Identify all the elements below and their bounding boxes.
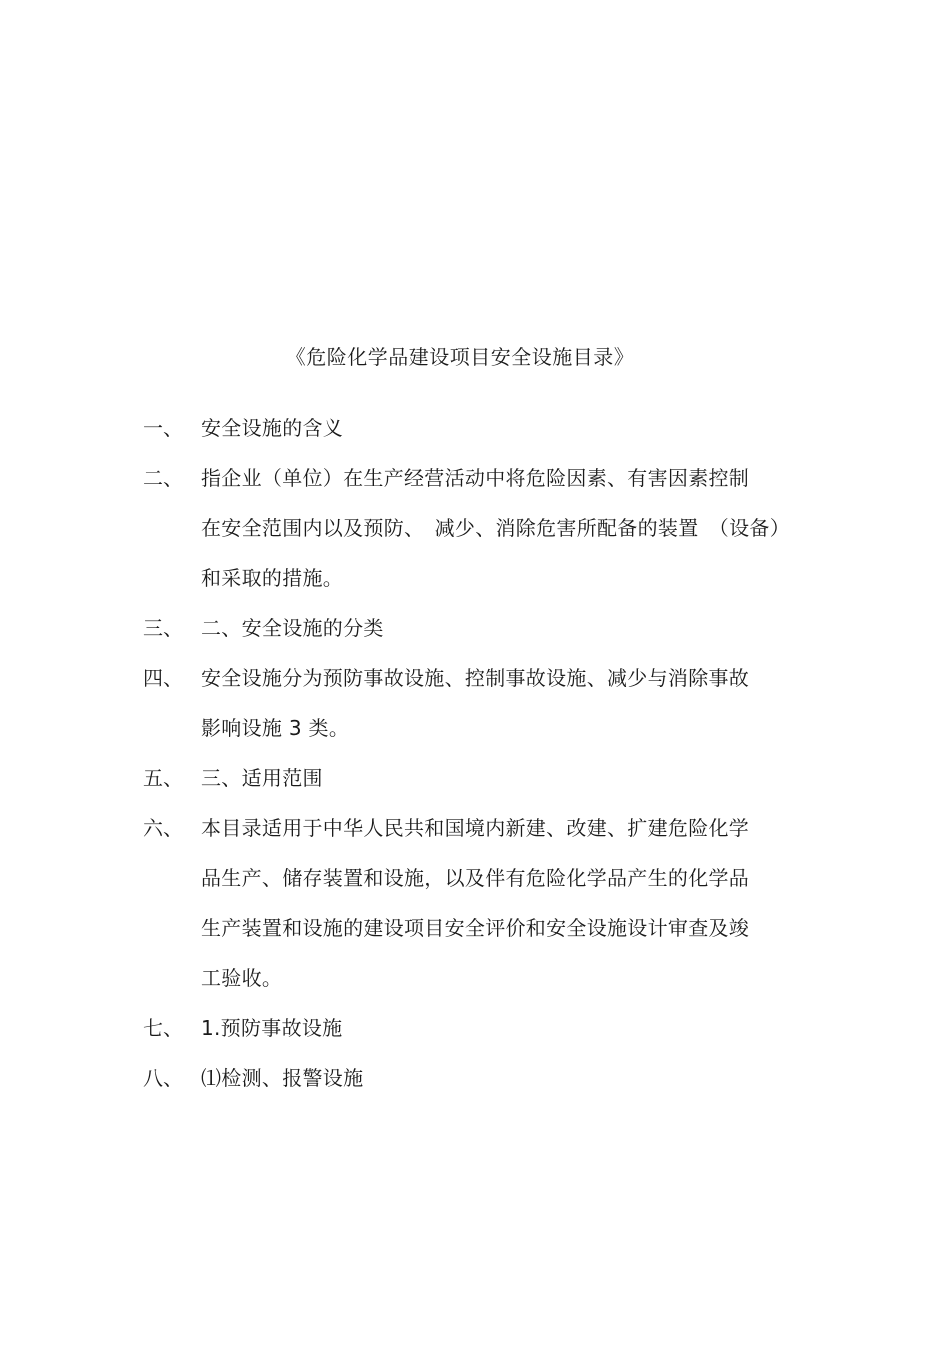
item-text-line: 二、安全设施的分类 (201, 616, 384, 640)
item-number: 四、 (143, 666, 183, 690)
item-text-line: 在安全范围内以及预防、 减少、消除危害所配备的装置 （设备） (201, 516, 790, 540)
item-text-line: 品生产、储存装置和设施，以及伴有危险化学品产生的化学品 (201, 866, 750, 890)
item-number: 二、 (143, 466, 183, 490)
item-number: 七、 (143, 1016, 183, 1040)
item-text-line: ⑴检测、报警设施 (201, 1066, 364, 1090)
item-text-line: 三、适用范围 (201, 766, 323, 790)
item-text-line: 安全设施分为预防事故设施、控制事故设施、减少与消除事故 (201, 666, 750, 690)
item-number: 三、 (143, 616, 183, 640)
item-number: 六、 (143, 816, 183, 840)
item-text-line: 影响设施 3 类。 (201, 716, 350, 740)
item-text-line: 工验收。 (201, 966, 283, 990)
item-text-line: 本目录适用于中华人民共和国境内新建、改建、扩建危险化学 (201, 816, 750, 840)
item-text-line: 指企业（单位）在生产经营活动中将危险因素、有害因素控制 (201, 466, 750, 490)
item-number: 一、 (143, 416, 183, 440)
item-text-line: 1.预防事故设施 (201, 1016, 343, 1040)
item-text-line: 和采取的措施。 (201, 566, 344, 590)
item-text-line: 安全设施的含义 (201, 416, 344, 440)
item-text-line: 生产装置和设施的建设项目安全评价和安全设施设计审查及竣 (201, 916, 750, 940)
item-number: 五、 (143, 766, 183, 790)
document-title: 《危险化学品建设项目安全设施目录》 (285, 345, 635, 369)
item-number: 八、 (143, 1066, 183, 1090)
